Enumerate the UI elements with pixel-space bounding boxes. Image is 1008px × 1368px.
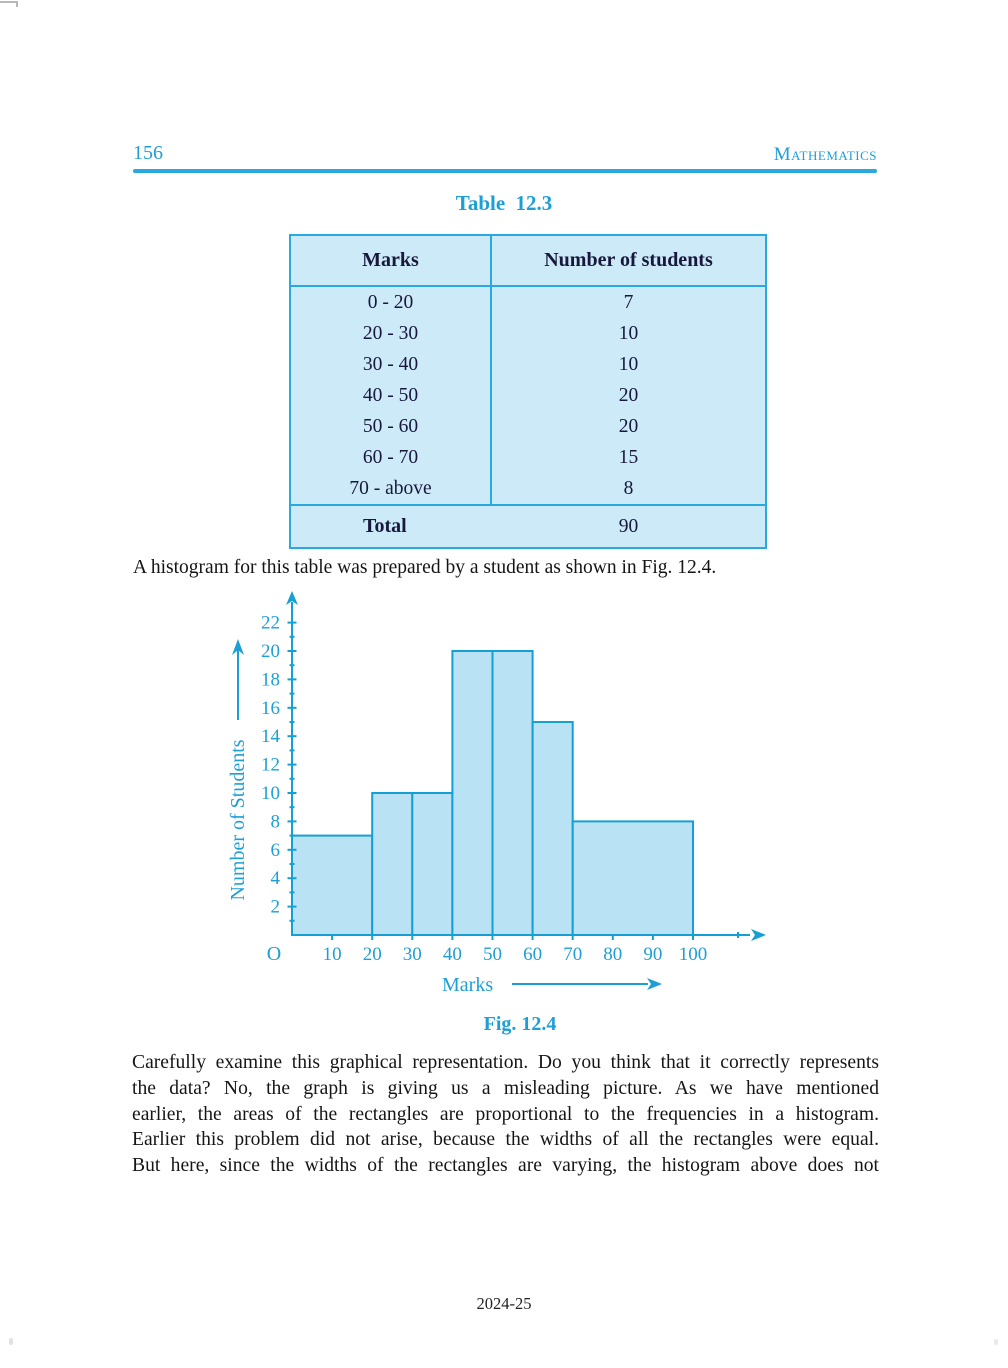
x-label-arrowhead	[647, 978, 662, 990]
cell-marks-range: 40 - 50	[291, 380, 492, 411]
y-tick-label: 16	[261, 697, 280, 719]
x-tick-label: 50	[483, 944, 502, 965]
table-title: Table 12.3	[455, 191, 553, 215]
y-tick-label: 20	[261, 641, 280, 662]
page-number: 156	[133, 142, 163, 164]
cell-marks-range: 0 - 20	[291, 287, 492, 318]
paragraph-line: Carefully examine this graphical representation. Do you think that it correctly represents	[132, 1052, 879, 1073]
table-row	[291, 473, 765, 504]
crop-mark-bottom-left	[9, 1338, 13, 1345]
x-tick-label: 20	[362, 944, 382, 965]
x-tick-label: 80	[603, 944, 623, 965]
crop-mark-bottom-right	[994, 1339, 998, 1345]
x-tick-label: 100	[678, 944, 708, 965]
table-row	[291, 411, 765, 442]
cell-marks-range: 50 - 60	[291, 411, 492, 442]
paragraph-line: But here, since the widths of the rectangles are varying, the histogram above does not	[132, 1155, 879, 1177]
page-footer: 2024-25	[476, 1294, 532, 1313]
table-row	[291, 380, 765, 411]
histogram-bar-70-100	[573, 821, 693, 935]
y-axis-title: Number of Students	[227, 739, 249, 901]
x-tick-label: 60	[523, 944, 543, 965]
y-tick-label: 6	[270, 839, 280, 861]
marks-table	[289, 234, 767, 549]
y-tick-label: 2	[270, 896, 280, 918]
table-row	[291, 442, 765, 473]
histogram-bar-0-20	[292, 836, 372, 935]
crop-mark-top-left	[0, 1, 18, 3]
cell-student-count: 10	[618, 322, 639, 344]
cell-marks-range: 20 - 30	[291, 318, 492, 349]
histogram-svg	[210, 588, 790, 1000]
figure-caption: Fig. 12.4	[483, 1013, 557, 1035]
cell-marks-range: 60 - 70	[291, 442, 492, 473]
x-tick-label: 40	[442, 944, 462, 965]
body-paragraph	[132, 1050, 879, 1179]
header-rule	[133, 169, 877, 173]
cell-student-count: 15	[618, 446, 639, 468]
column-header-marks: Marks	[291, 236, 492, 285]
x-tick-label: 90	[643, 944, 663, 965]
table-total-row	[291, 504, 765, 547]
histogram-bar-30-40	[412, 793, 452, 935]
paragraph-line: Earlier this problem did not arise, because the widths of all the rectangles were equal.	[132, 1129, 879, 1151]
x-tick-label: 30	[402, 944, 422, 965]
running-head: Mathematics	[773, 144, 877, 165]
y-tick-label: 12	[261, 754, 280, 776]
y-tick-label: 10	[261, 783, 280, 804]
cell-student-count: 20	[618, 415, 639, 437]
paragraph-line: the data? No, the graph is giving us a misleading picture. As we have mentioned	[132, 1077, 879, 1099]
histogram-bar-20-30	[372, 793, 412, 935]
column-header-students: Number of students	[544, 249, 713, 271]
x-axis-title: Marks	[442, 974, 494, 996]
table-row	[291, 349, 765, 380]
cell-marks-range: 70 - above	[291, 473, 492, 504]
x-tick-label: 10	[322, 944, 342, 965]
cell-student-count: 10	[618, 353, 639, 375]
cell-student-count: 8	[623, 477, 634, 499]
table-row	[291, 287, 765, 318]
x-tick-label: 70	[563, 944, 583, 965]
table-header-row	[291, 236, 765, 287]
x-axis-arrowhead	[751, 929, 766, 941]
table-row	[291, 318, 765, 349]
y-tick-label: 18	[261, 669, 280, 691]
origin-label: O	[266, 943, 282, 965]
y-tick-label: 22	[261, 612, 280, 634]
y-tick-label: 14	[261, 726, 280, 748]
y-tick-label: 8	[270, 811, 280, 833]
cell-student-count: 20	[618, 384, 639, 406]
histogram-bar-40-50	[452, 651, 492, 935]
table-body	[291, 287, 765, 504]
intro-text: A histogram for this table was prepared by a student as shown in Fig. 12.4.	[133, 557, 717, 578]
histogram-bar-50-60	[493, 651, 533, 935]
histogram-bar-60-70	[533, 722, 573, 935]
paragraph-line: earlier, the areas of the rectangles are proportional to the frequencies in a histogram.	[132, 1103, 879, 1125]
cell-student-count: 7	[623, 291, 634, 313]
cell-marks-range: 30 - 40	[291, 349, 492, 380]
total-value: 90	[618, 515, 639, 537]
total-label: Total	[363, 515, 407, 537]
y-tick-label: 4	[270, 868, 280, 890]
